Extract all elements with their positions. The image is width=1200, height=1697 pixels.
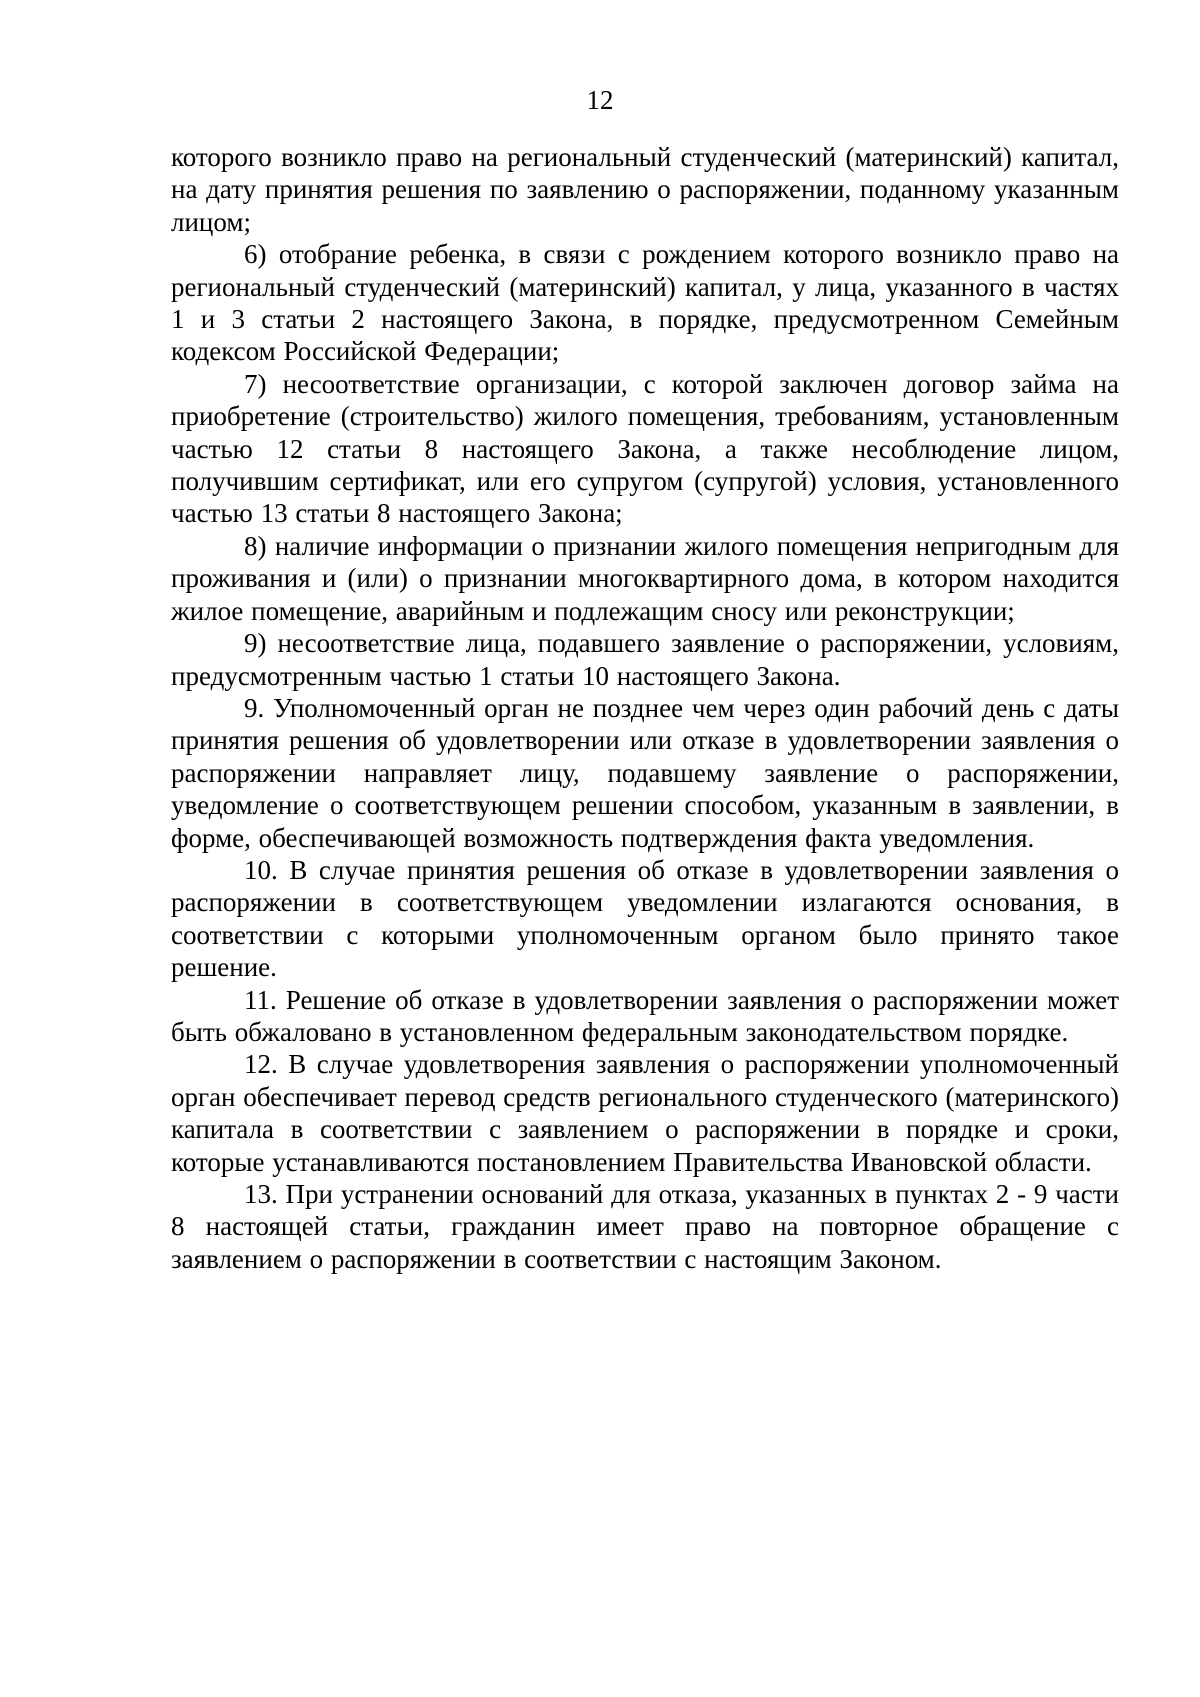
paragraph-item-7: 7) несоответствие организации, с которой заключен договор займа на приобретение (строительство) жилого помещения, требованиям, установленным частью 12 статьи 8 настоящего Закона, а также несоблюдение лицом, получившим сертификат, или его супругом (супругой) условия, установленного частью 13 статьи 8 настоящего Закона; bbox=[171, 368, 1119, 529]
paragraph-part-11: 11. Решение об отказе в удовлетворении заявления о распоряжении может быть обжаловано в установленном федеральным законодательством порядке. bbox=[171, 984, 1119, 1047]
paragraph-item-6: 6) отобрание ребенка, в связи с рождением которого возникло право на региональный студенческий (материнский) капитал, у лица, указанного в частях 1 и 3 статьи 2 настоящего Закона, в порядке, предусмотренном Семейным кодексом Российской Федерации; bbox=[171, 239, 1119, 367]
paragraph-part-12: 12. В случае удовлетворения заявления о распоряжении уполномоченный орган обеспечивает перевод средств регионального студенческого (материнского) капитала в соответствии с заявлением о распоряжении в порядке и сроки, которые устанавливаются постановлением Правительства Ивановской области. bbox=[171, 1049, 1119, 1177]
page-number: 12 bbox=[586, 85, 614, 115]
document-body bbox=[171, 141, 1119, 1275]
paragraph-part-10: 10. В случае принятия решения об отказе в удовлетворении заявления о распоряжении в соответствующем уведомлении излагаются основания, в соответствии с которыми уполномоченным органом было принято такое решение. bbox=[171, 854, 1119, 983]
paragraph-part-13: 13. При устранении оснований для отказа, указанных в пунктах 2 - 9 части 8 настоящей статьи, гражданин имеет право на повторное обращение с заявлением о распоряжении в соответствии с настоящим Законом. bbox=[171, 1179, 1119, 1274]
paragraph-item-9: 9) несоответствие лица, подавшего заявление о распоряжении, условиям, предусмотренным частью 1 статьи 10 настоящего Закона. bbox=[171, 628, 1119, 691]
paragraph-part-9: 9. Уполномоченный орган не позднее чем через один рабочий день с даты принятия решения об удовлетворении или отказе в удовлетворении заявления о распоряжении направляет лицу, подавшему заявление о распоряжении, уведомление о соответствующем решении способом, указанным в заявлении, в форме, обеспечивающей возможность подтверждения факта уведомления. bbox=[171, 692, 1119, 853]
paragraph-item-8: 8) наличие информации о признании жилого помещения непригодным для проживания и (или) о признании многоквартирного дома, в котором находится жилое помещение, аварийным и подлежащим сносу или реконструкции; bbox=[171, 530, 1119, 626]
paragraph-continuation: которого возникло право на региональный студенческий (материнский) капитал, на дату принятия решения по заявлению о распоряжении, поданному указанным лицом; bbox=[171, 142, 1119, 237]
